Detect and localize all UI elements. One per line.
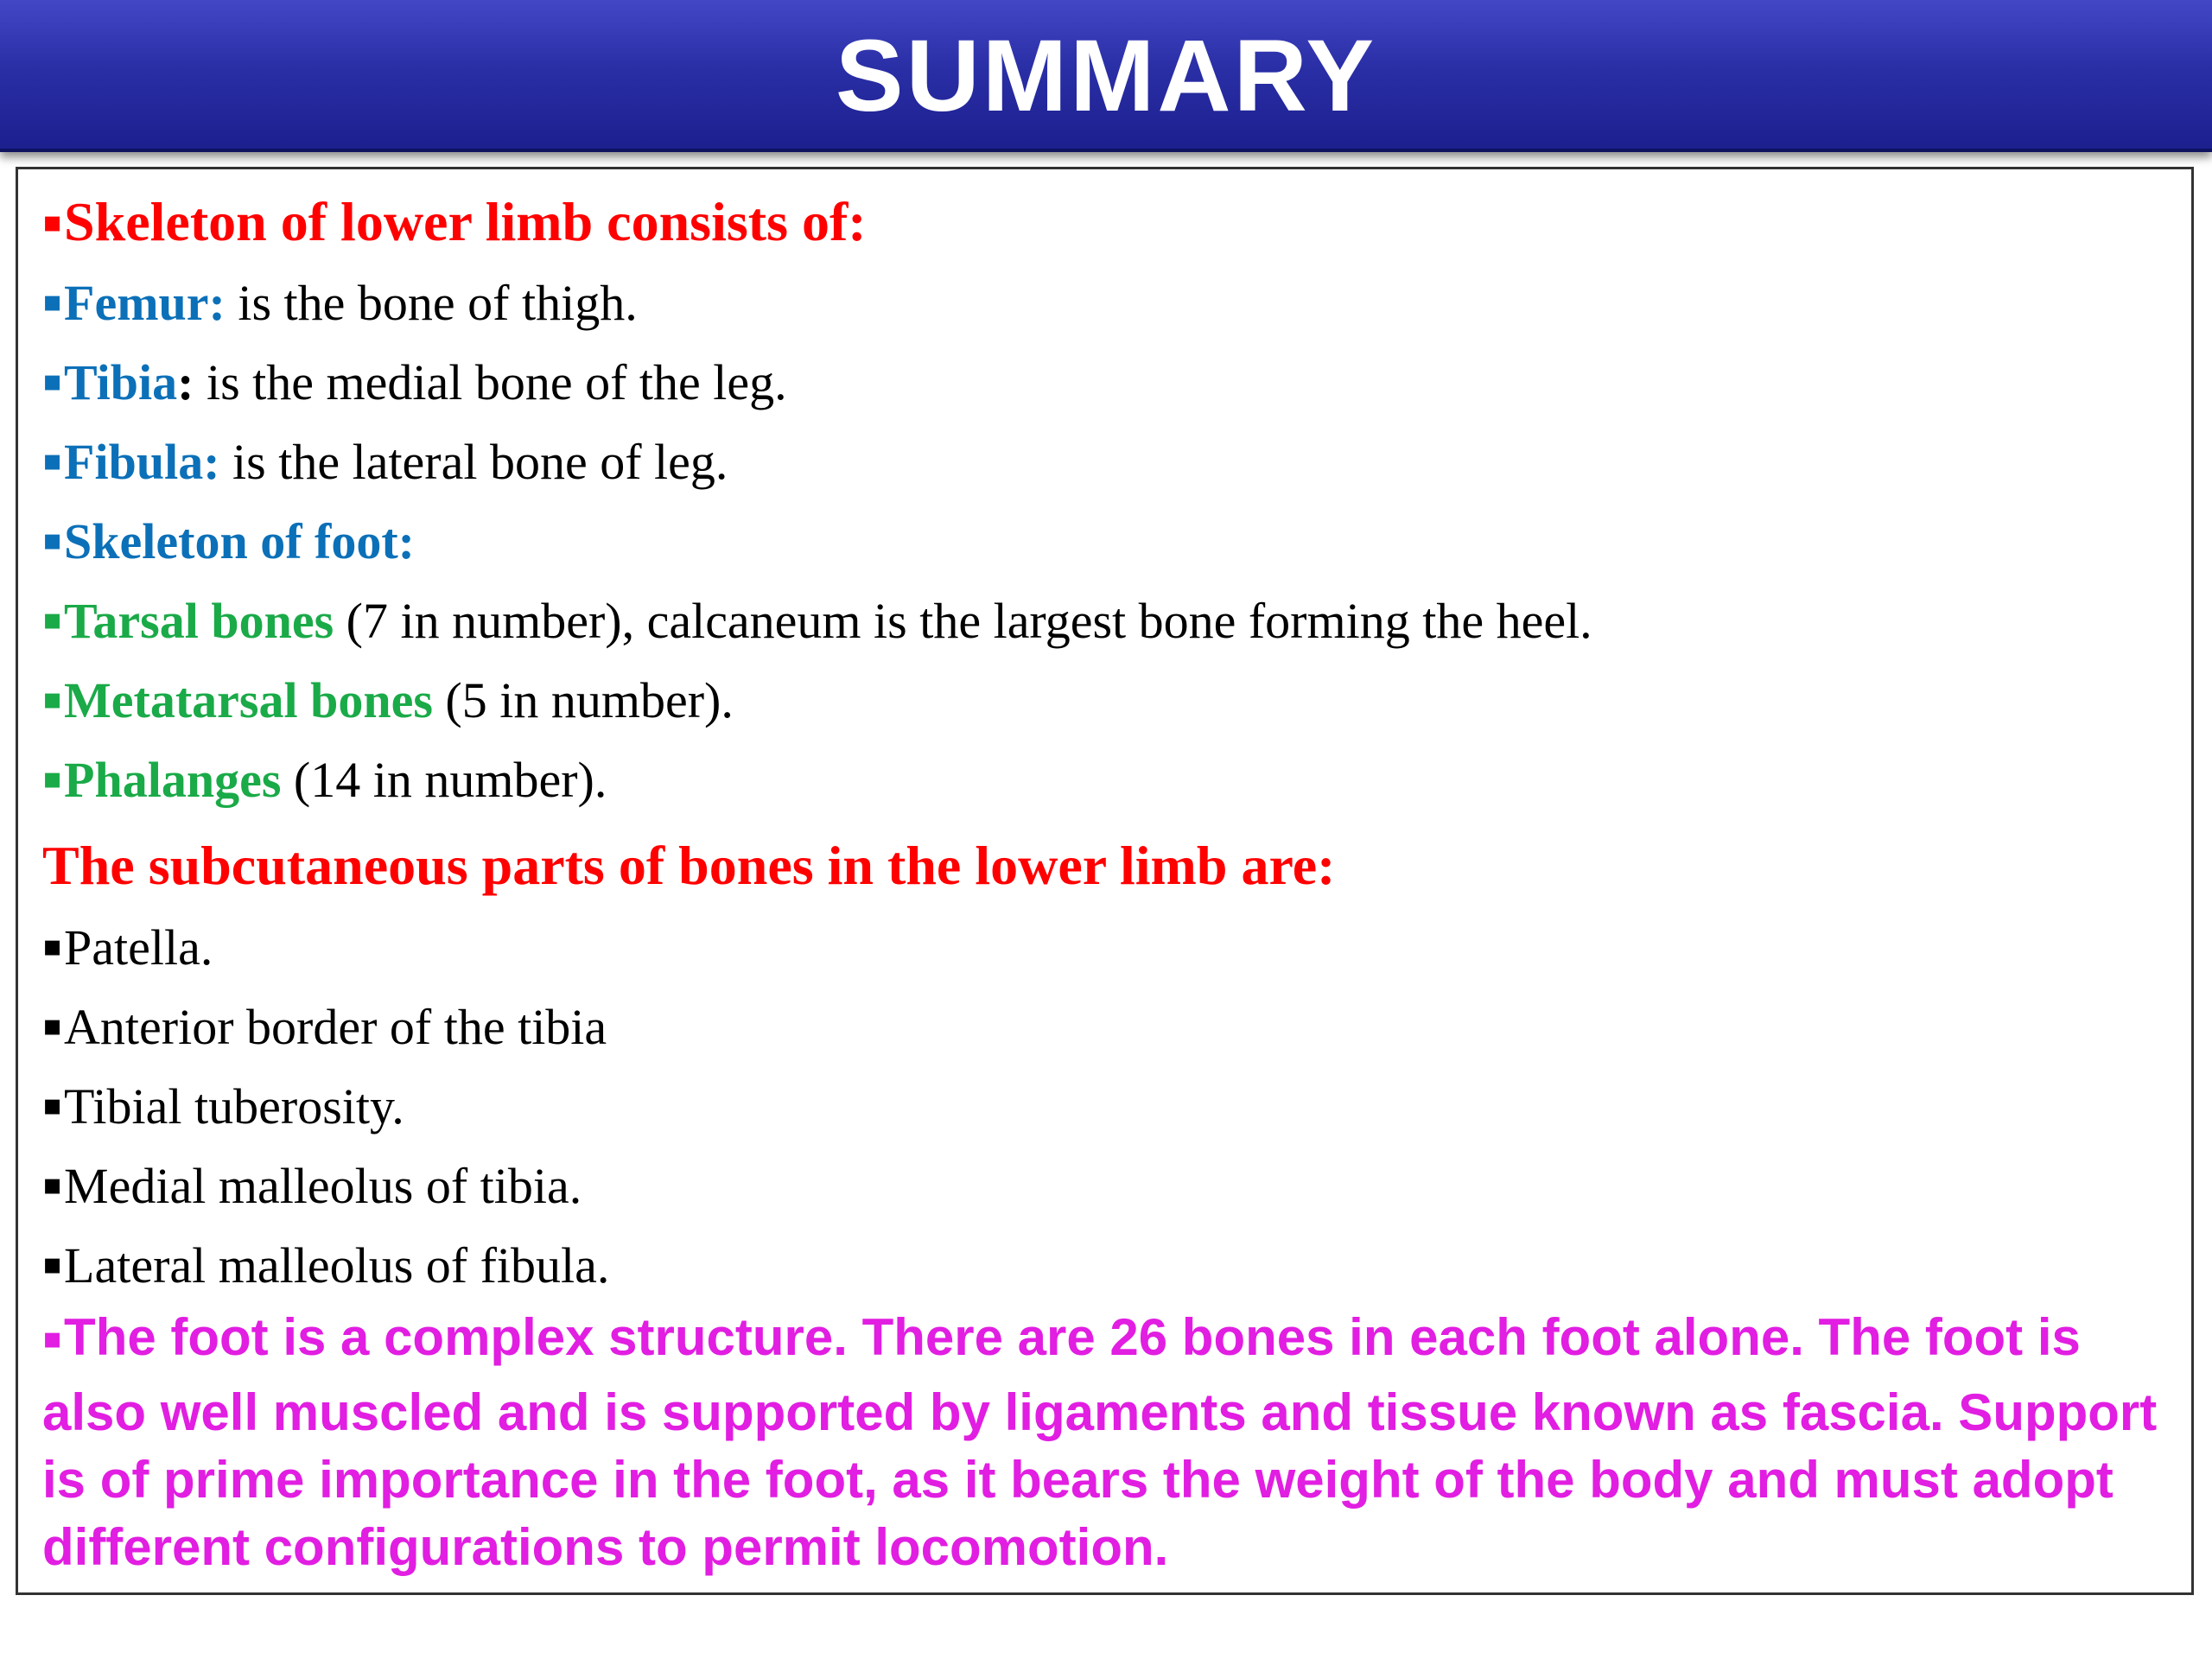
title-banner	[0, 0, 2212, 152]
bullet-icon: ▪	[42, 602, 63, 637]
list-item-tarsal	[42, 593, 1592, 649]
skeleton-heading	[42, 191, 867, 252]
list-item-text: Medial malleolus of tibia.	[64, 1158, 582, 1214]
list-item	[42, 1158, 582, 1214]
bullet-icon: ▪	[42, 1008, 63, 1043]
phalanges-desc: (14 in number).	[281, 752, 607, 808]
tibia-colon: :	[177, 354, 194, 410]
list-item-tibia	[42, 354, 787, 410]
fibula-desc: is the lateral bone of leg.	[219, 434, 728, 490]
foot-heading-text: Skeleton of foot:	[64, 513, 415, 569]
metatarsal-term: Metatarsal bones	[64, 672, 433, 728]
list-item	[42, 919, 213, 976]
list-item-fibula	[42, 434, 728, 490]
bullet-icon: ▪	[42, 1247, 63, 1281]
femur-desc: is the bone of thigh.	[225, 275, 638, 331]
bullet-icon: ▪	[42, 523, 63, 557]
list-item-femur	[42, 275, 638, 331]
fibula-term: Fibula:	[64, 434, 220, 490]
list-item-text: Anterior border of the tibia	[64, 999, 607, 1055]
list-item-text: Tibial tuberosity.	[64, 1078, 404, 1135]
femur-term: Femur:	[64, 275, 226, 331]
tibia-desc: is the medial bone of the leg.	[194, 354, 787, 410]
bullet-icon: ▪	[42, 761, 63, 796]
bullet-icon: ▪	[42, 205, 63, 239]
foot-heading	[42, 513, 415, 569]
list-item	[42, 999, 607, 1055]
list-item-text: Lateral malleolus of fibula.	[64, 1237, 610, 1294]
bullet-icon: ▪	[42, 1321, 63, 1356]
phalanges-term: Phalanges	[64, 752, 282, 808]
list-item	[42, 1237, 610, 1294]
bullet-icon: ▪	[42, 364, 63, 398]
subcutaneous-heading: The subcutaneous parts of bones in the lower limb are:	[42, 835, 1336, 896]
slide-title: SUMMARY	[835, 19, 1377, 133]
list-item-text: Patella.	[64, 919, 213, 976]
bullet-icon: ▪	[42, 1167, 63, 1202]
list-item	[42, 1078, 404, 1135]
bullet-icon: ▪	[42, 929, 63, 963]
bullet-icon: ▪	[42, 682, 63, 716]
content-box	[16, 167, 2194, 1595]
bullet-icon: ▪	[42, 1088, 63, 1122]
skeleton-heading-text: Skeleton of lower limb consists of:	[64, 191, 867, 252]
metatarsal-desc: (5 in number).	[432, 672, 734, 728]
tarsal-term: Tarsal bones	[64, 593, 334, 649]
list-item-metatarsal	[42, 672, 734, 728]
list-item-phalanges	[42, 752, 607, 808]
tarsal-desc: (7 in number), calcaneum is the largest bone forming the heel.	[334, 593, 1592, 649]
tibia-term: Tibia	[64, 354, 178, 410]
bullet-icon: ▪	[42, 443, 63, 478]
foot-paragraph-text: The foot is a complex structure. There are 26 bones in each foot alone. The foot is also well muscled and is supported by ligaments and tissue known as fascia. Support is of prime importance in the foot, as it bears the weight of the body and must adopt different configurations to permit locomotion.	[42, 1308, 2158, 1576]
bullet-icon: ▪	[42, 284, 63, 319]
foot-paragraph	[42, 1304, 2185, 1581]
